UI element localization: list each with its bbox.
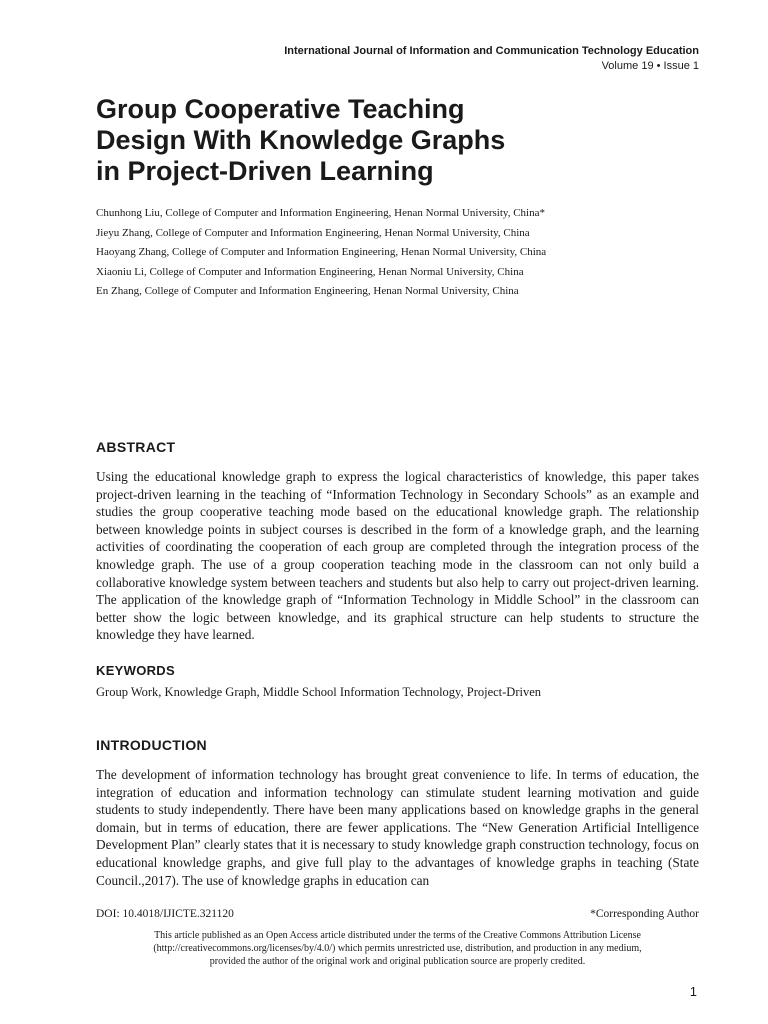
title-line-1: Group Cooperative Teaching (96, 94, 465, 124)
author-entry: Jieyu Zhang, College of Computer and Information Engineering, Henan Normal University, China (96, 226, 530, 239)
license-notice (96, 929, 699, 968)
license-line: This article published as an Open Access article distributed under the terms of the Creative Commons Attribution License (154, 930, 641, 941)
volume-issue: Volume 19 • Issue 1 (601, 60, 699, 72)
author-list (96, 204, 706, 302)
license-line: (http://creativecommons.org/licenses/by/4.0/) which permits unrestricted use, distribution, and production in any medium, (153, 943, 642, 954)
author-entry: Haoyang Zhang, College of Computer and Information Engineering, Henan Normal University, China (96, 246, 547, 258)
abstract-text: Using the educational knowledge graph to express the logical characteristics of knowledge, this paper takes project-driven learning in the teaching of “Information Technology in Secondary Schools” as an example and studies the group cooperative teaching mode based on the educational knowledge graph. The relationship between knowledge points in subject courses is described in the form of a knowledge graph, and the learning activities of coordinating the cooperation of each group are completed through the integration process of the knowledge graph. The use of a group cooperation teaching mode in the classroom can not only build a collaborative knowledge system between teachers and students but also help to carry out project-driven learning. The application of the knowledge graph of “Information Technology in Middle School” in the classroom can better show the logic between knowledge, and its graphical structure can help students to structure the knowledge they have learned. (96, 469, 699, 643)
license-line: provided the author of the original work and original publication source are properly credited. (209, 956, 586, 967)
corresponding-author-note: *Corresponding Author (590, 908, 699, 920)
author-entry: Chunhong Liu, College of Computer and Information Engineering, Henan Normal University, China* (96, 207, 545, 219)
introduction-heading: INTRODUCTION (96, 737, 207, 753)
abstract-heading: ABSTRACT (96, 439, 176, 455)
title-line-3: in Project-Driven Learning (96, 156, 434, 186)
introduction-text: The development of information technology has brought great convenience to life. In terms of education, the integration of education and information technology can stimulate student learning motivation and guide students to study independently. There have been many applications based on knowledge graphs in the general domain, but in terms of education, there are fewer applications. The “New Generation Artificial Intelligence Development Plan” clearly states that it is necessary to study knowledge graph construction technology, focus on educational knowledge graphs, and give full play to the advantages of knowledge graphs in teaching (State Council.,2017). The use of knowledge graphs in education can (96, 767, 699, 888)
keywords-text: Group Work, Knowledge Graph, Middle School Information Technology, Project-Driven (96, 685, 542, 699)
author-entry: En Zhang, College of Computer and Information Engineering, Henan Normal University, China (96, 285, 519, 297)
keywords-heading: KEYWORDS (96, 663, 175, 678)
journal-name: International Journal of Information and Communication Technology Education (284, 45, 699, 57)
title-line-2: Design With Knowledge Graphs (96, 125, 506, 155)
paper-title (96, 94, 696, 187)
author-entry: Xiaoniu Li, College of Computer and Information Engineering, Henan Normal University, China (96, 265, 524, 278)
page-number: 1 (689, 984, 697, 999)
doi: DOI: 10.4018/IJICTE.321120 (96, 908, 234, 920)
